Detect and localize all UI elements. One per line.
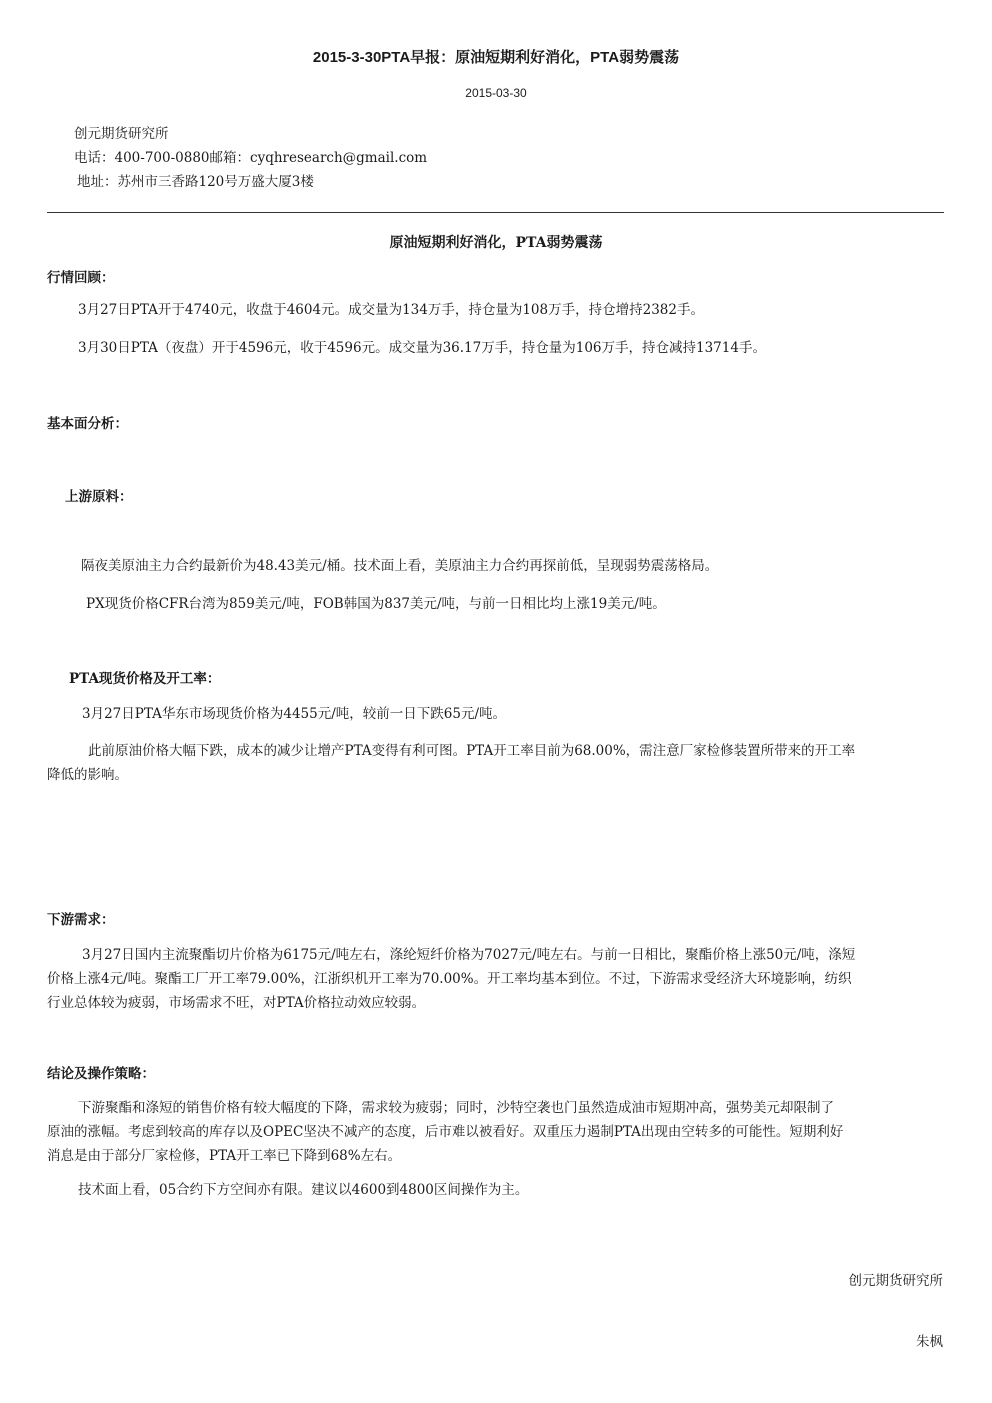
conclusion-paragraph-1 xyxy=(47,1096,943,1168)
spot-price-paragraph-1: 3月27日PTA华东市场现货价格为4455元/吨，较前一日下跌65元/吨。 xyxy=(82,706,506,722)
upstream-paragraph-2: PX现货价格CFR台湾为859美元/吨，FOB韩国为837美元/吨，与前一日相比均上涨19美元/吨。 xyxy=(86,596,666,612)
market-review-heading: 行情回顾： xyxy=(47,270,115,286)
text-line: 下游聚酯和涤短的销售价格有较大幅度的下降，需求较为疲弱；同时，沙特空袭也门虽然造成油市短期冲高，强势美元却限制了 xyxy=(78,1100,834,1116)
report-date: 2015-03-30 xyxy=(465,86,527,100)
text-line: 降低的影响。 xyxy=(47,767,128,783)
downstream-heading: 下游需求： xyxy=(47,912,115,928)
market-review-paragraph-2: 3月30日PTA（夜盘）开于4596元，收于4596元。成交量为36.17万手，持仓量为106万手，持仓减持13714手。 xyxy=(78,340,766,356)
report-subtitle: 原油短期利好消化，PTA弱势震荡 xyxy=(389,235,603,251)
organization-name: 创元期货研究所 xyxy=(74,126,169,142)
conclusion-heading: 结论及操作策略： xyxy=(47,1066,155,1082)
text-line: 价格上涨4元/吨。聚酯工厂开工率79.00%，江浙织机开工率为70.00%。开工率均基本到位。不过，下游需求受经济大环境影响，纺织 xyxy=(47,971,852,987)
footer-organization: 创元期货研究所 xyxy=(848,1273,943,1289)
text-line: 行业总体较为疲弱，市场需求不旺，对PTA价格拉动效应较弱。 xyxy=(47,995,426,1011)
header-divider xyxy=(47,212,944,213)
upstream-heading: 上游原料： xyxy=(65,489,133,505)
contact-info: 电话：400-700-0880邮箱：cyqhresearch@gmail.com xyxy=(74,150,428,166)
page-title: 2015-3-30PTA早报：原油短期利好消化，PTA弱势震荡 xyxy=(312,49,680,66)
downstream-paragraph xyxy=(47,943,943,1015)
footer-author: 朱枫 xyxy=(916,1334,943,1350)
spot-price-paragraph-2 xyxy=(47,739,943,787)
upstream-paragraph-1: 隔夜美原油主力合约最新价为48.43美元/桶。技术面上看，美原油主力合约再探前低，呈现弱势震荡格局。 xyxy=(81,558,719,574)
address-info: 地址：苏州市三香路120号万盛大厦3楼 xyxy=(77,174,314,190)
spot-price-heading: PTA现货价格及开工率： xyxy=(69,671,221,687)
conclusion-paragraph-2: 技术面上看，05合约下方空间亦有限。建议以4600到4800区间操作为主。 xyxy=(78,1182,529,1198)
text-line: 此前原油价格大幅下跌，成本的减少让增产PTA变得有利可图。PTA开工率目前为68.00%，需注意厂家检修装置所带来的开工率 xyxy=(88,743,856,759)
text-line: 原油的涨幅。考虑到较高的库存以及OPEC坚决不减产的态度，后市难以被看好。双重压力遏制PTA出现由空转多的可能性。短期利好 xyxy=(47,1124,844,1140)
fundamentals-heading: 基本面分析： xyxy=(47,416,128,432)
market-review-paragraph-1: 3月27日PTA开于4740元，收盘于4604元。成交量为134万手，持仓量为108万手，持仓增持2382手。 xyxy=(78,302,704,318)
text-line: 3月27日国内主流聚酯切片价格为6175元/吨左右，涤纶短纤价格为7027元/吨左右。与前一日相比，聚酯价格上涨50元/吨，涤短 xyxy=(82,947,856,963)
text-line: 消息是由于部分厂家检修，PTA开工率已下降到68%左右。 xyxy=(47,1148,402,1164)
